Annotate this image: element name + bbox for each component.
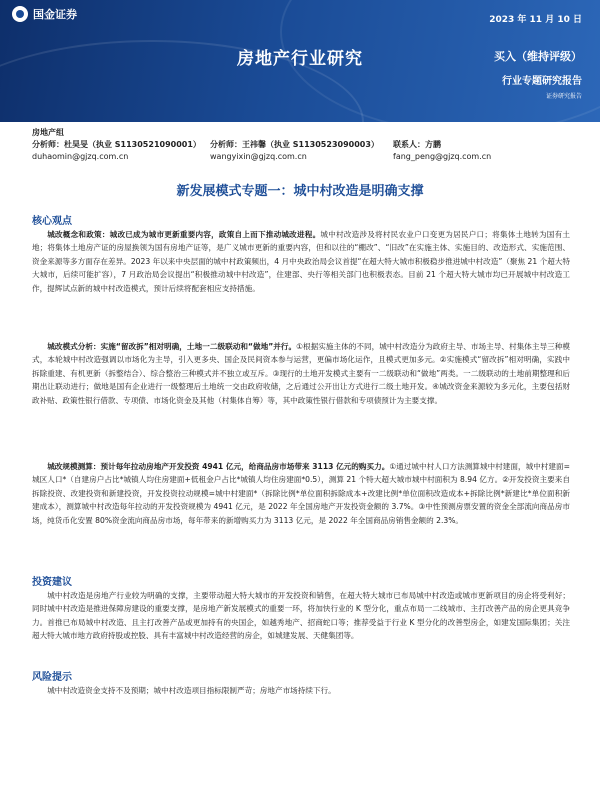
analyst-2-email[interactable]: wangyixin@gjzq.com.cn <box>210 152 307 161</box>
logo-icon <box>12 6 28 22</box>
report-banner <box>0 0 600 122</box>
policy-lead: 城改概念和政策：城改已成为城市更新重要内容，政策自上而下推动城改进程。 <box>47 230 321 239</box>
risk-heading: 风险提示 <box>32 672 72 683</box>
scale-lead: 城改规模测算：预计每年拉动房地产开发投资 4941 亿元，给商品房市场带来 3113 亿元的购买力。 <box>47 462 390 471</box>
risk-paragraph: 城中村改造资金支持不及预期；城中村改造项目指标限制严苛；房地产市场持续下行。 <box>47 686 336 695</box>
investment-paragraph: 城中村改造是房地产行业较为明确的支撑，主要带动超大特大城市的开发投资和销售，在超大特大城市已布局城中村改造或城市更新项目的房企将受利好；同时城中村改造是推进保障房建设的重要支撑，是房地产新发展模式的重要一环，将加快行业的 K 型分化，重点布局一二线城市、主打改善产品的房企更具竞争力。首推已布局城中村改造、且主打改善产品或更加持有的央国企，如越秀地产、招商蛇口等；推荐受益于行业 K 型分化的改善型房企，如建发国际集团；关注超大特大城市地方政府持股或控股、具有丰富城中村改造经营的房企，如城建发展、天健集团等。 <box>32 591 570 641</box>
research-group: 房地产组 <box>32 128 64 137</box>
core-paragraph-model <box>32 340 570 407</box>
model-body: ①根据实施主体的不同，城中村改造分为政府主导、市场主导、村集体主导三种模式，本轮城中村改造强调以市场化为主导，引入更多央、国企及民间资本参与运营，更偏市场化运作，且模式更加多元。②实施模式“留改拆”相对明确，实践中拆除重建、有机更新（拆整结合）、综合整治三种模式并不独立或互斥。③现行的土地开发模式主要有一二级联动和“做地”两类。一二级联动的土地前期整理和后期出让联动进行；做地是国有企业进行一级整理后土地统一交由政府收储，之后通过公开出让方式进行二级土地开发。④城改资金来源较为多元化，主要包括财政补贴、政策性银行借款、专项债、市场化资金及其他（村集体自筹）等，其中政策性银行借款和专项债预计为主要支撑。 <box>32 342 570 405</box>
author-block <box>32 127 572 163</box>
core-paragraph-policy <box>32 228 570 295</box>
document-title: 新发展模式专题一：城中村改造是明确支撑 <box>176 184 424 199</box>
policy-body: 城中村改造涉及将村民农业户口变更为居民户口；将集体土地转为国有土地；将集体土地房产证的房屋换领为国有房地产证等，是广义城市更新的重要内容，但和以往的“棚改”、“旧改”在实施主体、实施目的、改造形式、实施范围、资金来源等多方面存在差异。2023 年以来中央层面的城中村政策频出，4 月中央政治局会议首提“在超大特大城市积极稳步推进城中村改造”（聚焦 21 个超大特大城市，后续可能扩容），7 月政治局会议提出“积极推动城中村改造”，住建部、央行等相关部门也积极表态。目前 21 个超大特大城市均已开展城中村改造工作，提辉试点新的城中村改造模式，预计后续将配套相应支持措施。 <box>32 230 570 293</box>
contact-person: 联系人：方鹏 <box>393 140 441 149</box>
rating-label: 买入（维持评级） <box>494 50 582 63</box>
core-view-heading: 核心观点 <box>32 216 72 227</box>
core-paragraph-scale <box>32 460 570 527</box>
analyst-1: 分析师：杜昊旻（执业 S1130521090001） <box>32 140 201 149</box>
department-label: 证券研究报告 <box>545 93 582 100</box>
analyst-1-email[interactable]: duhaomin@gjzq.com.cn <box>32 152 129 161</box>
investment-heading: 投资建议 <box>32 577 72 588</box>
model-lead: 城改模式分析：实施“留改拆”相对明确，土地一二级联动和“做地”并行。 <box>47 342 297 351</box>
brand-logo <box>12 6 77 22</box>
report-type: 行业专题研究报告 <box>502 76 582 87</box>
contact-email[interactable]: fang_peng@gjzq.com.cn <box>393 152 492 161</box>
analyst-2: 分析师：王祎馨（执业 S1130523090003） <box>210 140 379 149</box>
scale-body: ①通过城中村人口方法测算城中村建面，城中村建面=城区人口*（自建房户占比*城镇人均住房建面+低租金户占比*城镇人均住房建面*0.5），测算 21 个特大超大城市城中村面积为 8.94 亿方。②开发投资主要来自拆除投资、改建投资和新建投资，开发投资拉动规模=城中村建面*（拆除比例*单位面积拆除成本+改建比例*单位面积改造成本+拆除比例*新建比*单位面积新建成本），测算城中村改造每年拉动的开发投资规模为 4941 亿元，是 2022 年全国房地产开发投资金额的 3.7%。③中性预测房票安置的资金全部流向商品房市场，纯货币化安置 80%资金流向商品房市场，每年带来的新增购买力为 3113 亿元，是 2022 年全国商品房销售金额的 2.3%。 <box>32 462 571 525</box>
report-date: 2023 年 11 月 10 日 <box>489 15 582 25</box>
brand-name: 国金证券 <box>33 8 77 21</box>
report-title: 房地产行业研究 <box>237 49 363 69</box>
